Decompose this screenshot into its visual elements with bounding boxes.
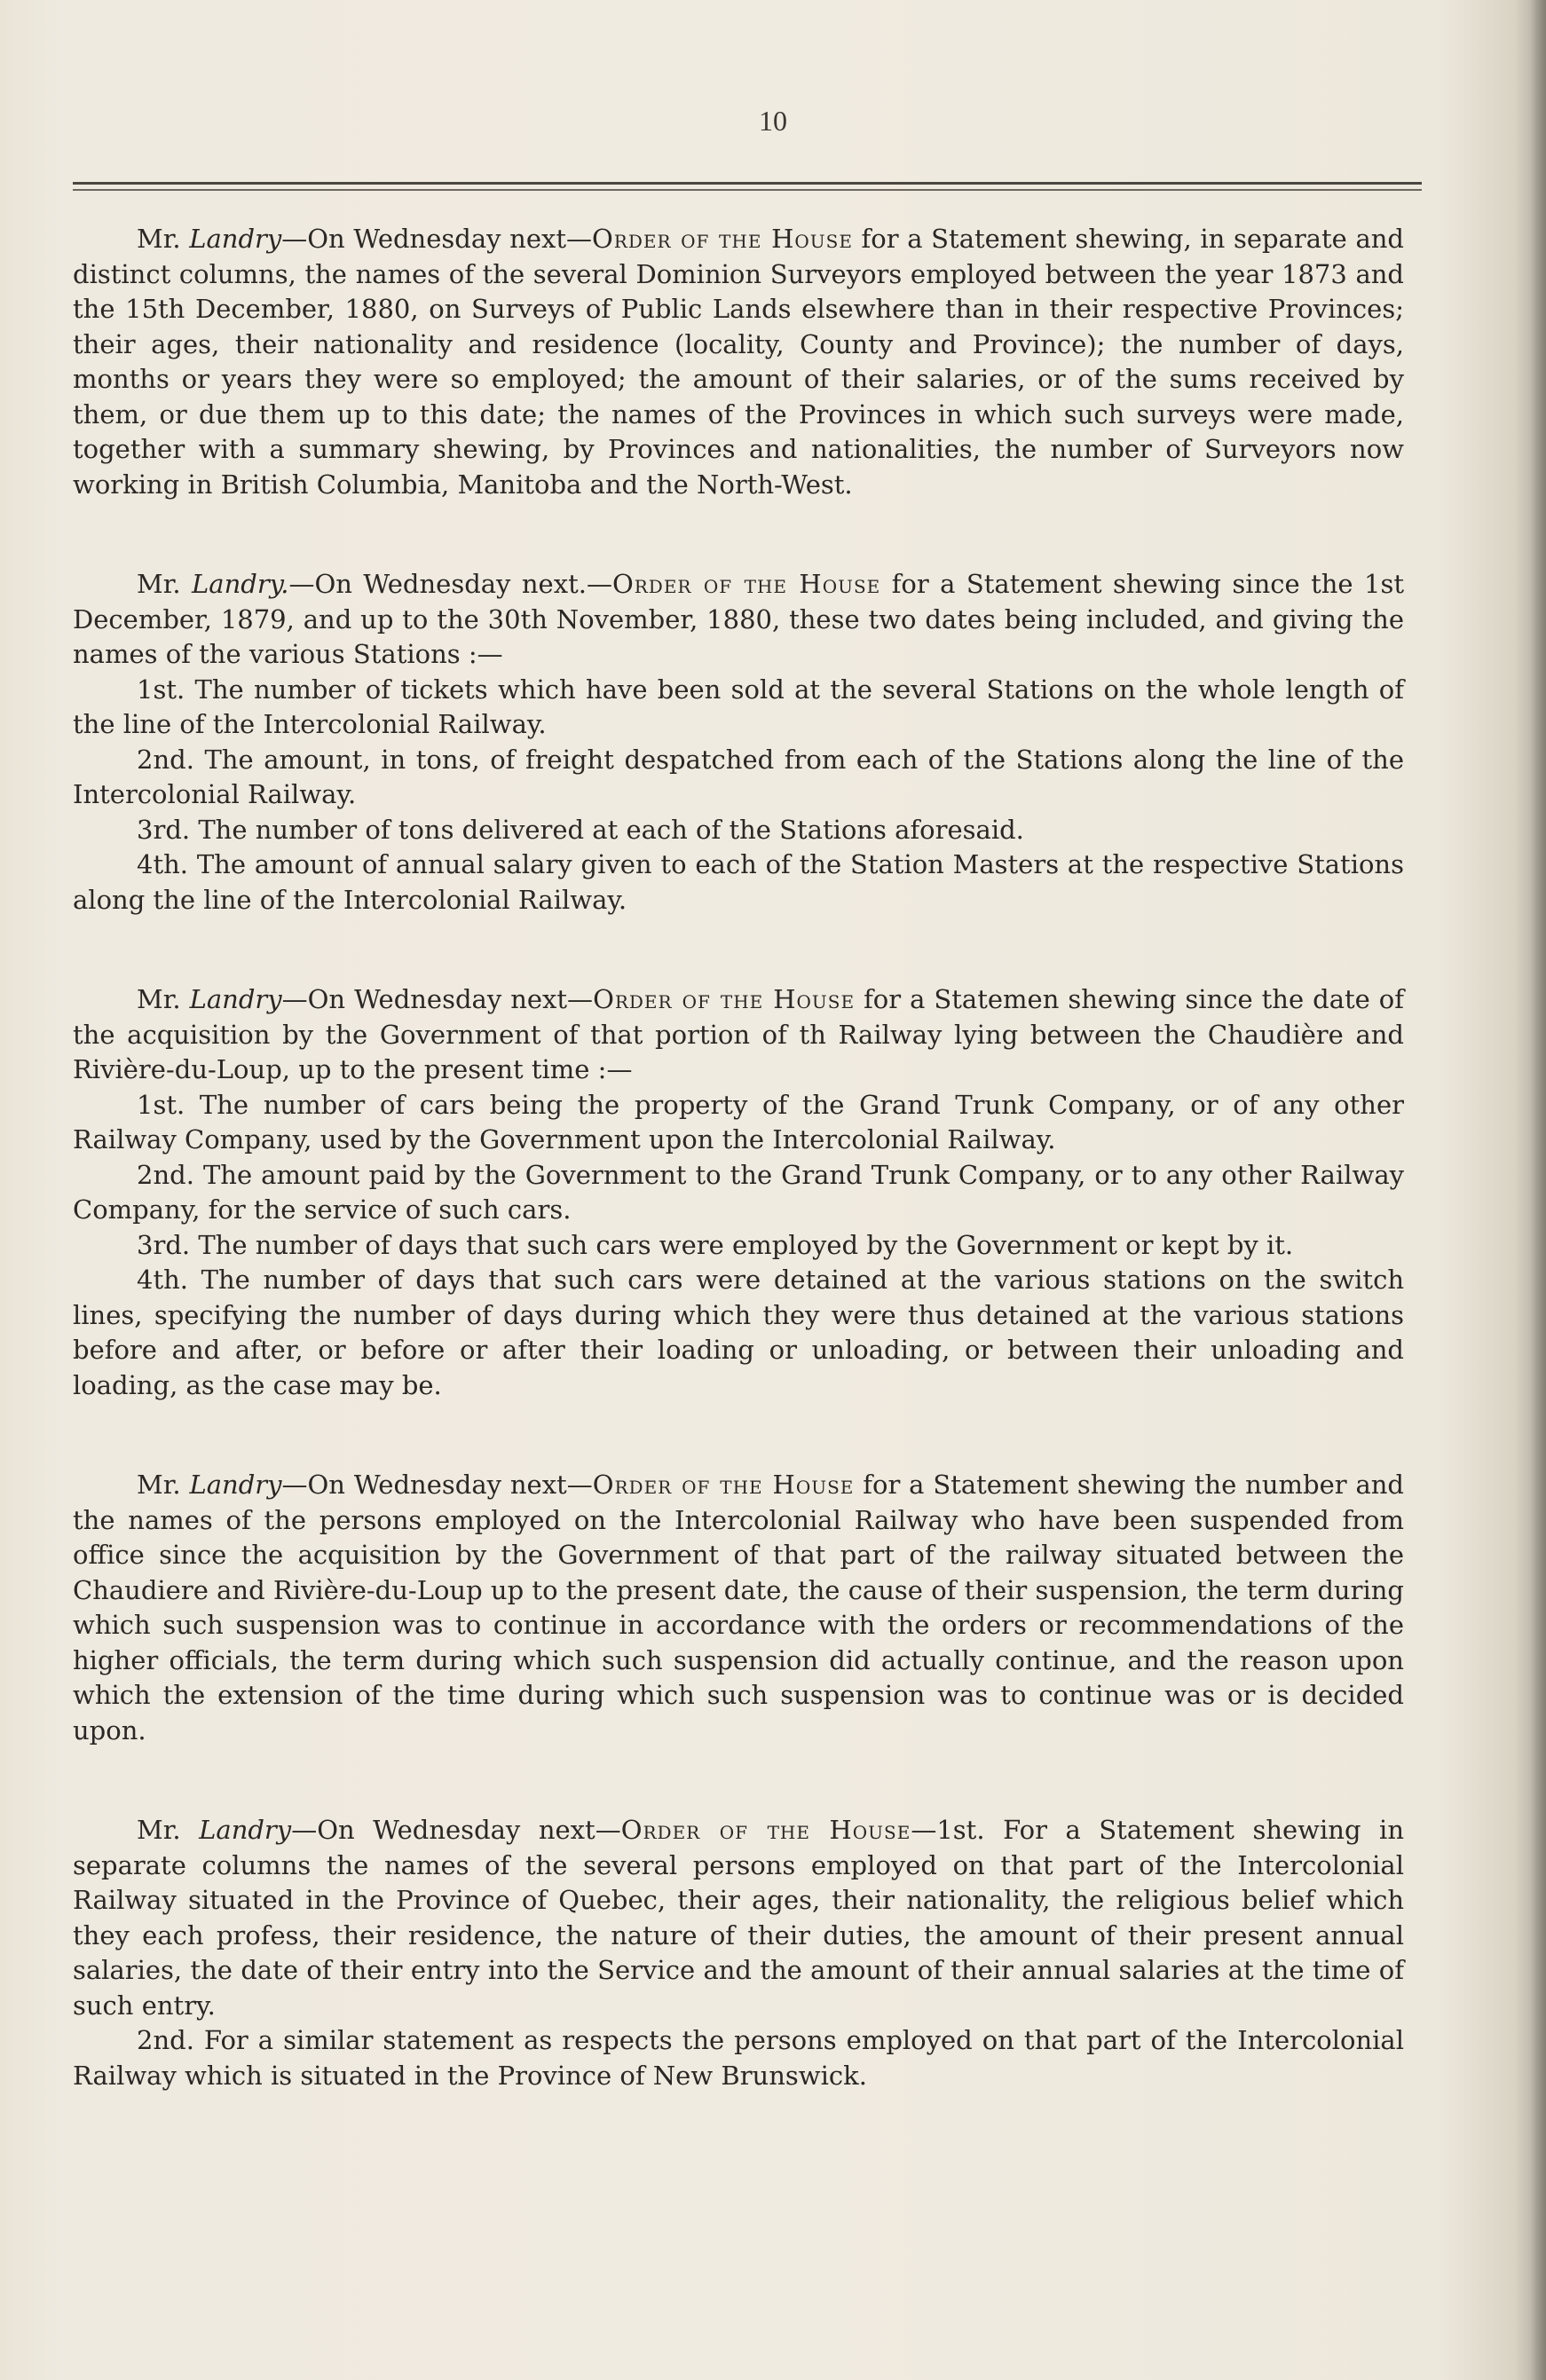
member-title: Mr. [137, 569, 181, 599]
page-number: 10 [759, 105, 787, 137]
member-title: Mr. [137, 1470, 181, 1500]
motion-item: 4th. The number of days that such cars were detained at the various stations on the switch lines, specifying the number of days during which they were thus detained at the various stations before and after, or before or after their loading or unloading, or between their unloading and loading, as the case may be. [73, 1265, 1404, 1400]
motion-text: for a Statement shewing the number and the names of the persons employed on the Intercolonial Railway who have been suspended from office since the acquisition by the Government of that part of the railway situated between the Chaudiere and Rivière-du-Loup up to the present date, the cause of their suspension, the term during which such suspension was to continue in accordance with the orders or recommendations of the higher officials, the term during which such suspension did actually continue, and the reason upon which the extension of the time during which such suspension was to continue was or is decided upon. [73, 1470, 1404, 1746]
motion-intro: —On Wednesday next— [281, 984, 594, 1014]
member-name: Landry [199, 1815, 292, 1845]
order-of-the-house: Order of the House [593, 984, 856, 1014]
member-title: Mr. [137, 984, 181, 1014]
member-title: Mr. [137, 224, 181, 254]
motion-item: 2nd. For a similar statement as respects the persons employed on that part of the Intercolonial Railway which is situated in the Province of New Brunswick. [73, 2025, 1404, 2091]
member-title: Mr. [137, 1815, 181, 1845]
motion-item: 1st. The number of cars being the property of the Grand Trunk Company, or of any other Railway Company, used by the Government upon the Intercolonial Railway. [73, 1089, 1404, 1155]
motion-intro: —On Wednesday next.— [288, 569, 612, 599]
header-rule [73, 182, 1422, 185]
motion-intro: —On Wednesday next— [281, 1470, 593, 1500]
page-content [73, 222, 1404, 2158]
motion-entry [73, 1468, 1404, 1748]
motion-item: 3rd. The number of tons delivered at each of the Stations aforesaid. [137, 814, 1024, 845]
motion-paragraph [73, 982, 1404, 1088]
motion-text: for a Statemen shewing since the date of the acquisition by the Government of that portion of th Railway lying between the Chaudière and Rivière-du-Loup, up to the present time :— [73, 984, 1404, 1084]
motion-intro: —On Wednesday next— [281, 224, 592, 254]
page-edge-shadow [1530, 0, 1546, 2380]
motion-item: 2nd. The amount paid by the Government to the Grand Trunk Company, or to any other Railway Company, for the service of such cars. [73, 1159, 1404, 1225]
motion-item: 4th. The amount of annual salary given to each of the Station Masters at the respective Stations along the line of the Intercolonial Railway. [73, 849, 1404, 915]
order-of-the-house: Order of the House [620, 1815, 911, 1845]
order-of-the-house: Order of the House [611, 569, 881, 599]
motion-intro: —On Wednesday next— [291, 1815, 621, 1845]
member-name: Landry [189, 1470, 282, 1500]
motion-text: for a Statement shewing, in separate and distinct columns, the names of the several Dominion Surveyors employed between the year 1873 and the 15th December, 1880, on Surveys of Public Lands elsewhere than in their respective Provinces; their ages, their nationality and residence (locality, County and Province); the number of days, months or years they were so employed; the amount of their salaries, or of the sums received by them, or due them up to this date; the names of the Provinces in which such surveys were made, together with a summary shewing, by Provinces and nationalities, the number of Surveyors now working in British Columbia, Manitoba and the North-West. [73, 224, 1404, 500]
motion-item: 2nd. The amount, in tons, of freight despatched from each of the Stations along the line of the Intercolonial Railway. [73, 744, 1404, 809]
motion-item: 3rd. The number of days that such cars were employed by the Government or kept by it. [137, 1229, 1294, 1260]
motion-item: 1st. The number of tickets which have been sold at the several Stations on the whole length of the line of the Intercolonial Railway. [73, 674, 1404, 739]
motion-text: for a Statement shewing since the 1st December, 1879, and up to the 30th November, 1880, these two dates being included, and giving the names of the various Stations :— [73, 569, 1404, 669]
motion-text: —1st. For a Statement shewing in separate columns the names of the several persons employed on that part of the Intercolonial Railway situated in the Province of Quebec, their ages, their nationality, the religious belief which they each profess, their residence, the nature of their duties, the amount of their present annual salaries, the date of their entry into the Service and the amount of their annual salaries at the time of such entry. [73, 1815, 1405, 2021]
member-name: Landry. [192, 569, 289, 599]
motion-paragraph [73, 1468, 1404, 1748]
member-name: Landry [189, 224, 282, 254]
motion-entry [73, 567, 1404, 918]
motion-entry [73, 1813, 1404, 2093]
motion-entry [73, 222, 1404, 502]
order-of-the-house: Order of the House [591, 224, 853, 254]
motion-entry [73, 982, 1404, 1403]
order-of-the-house: Order of the House [592, 1470, 855, 1500]
motion-paragraph [73, 222, 1404, 502]
motion-paragraph [73, 1813, 1404, 2023]
header-rule-secondary [73, 189, 1422, 191]
member-name: Landry [189, 984, 282, 1014]
motion-paragraph [73, 567, 1404, 673]
